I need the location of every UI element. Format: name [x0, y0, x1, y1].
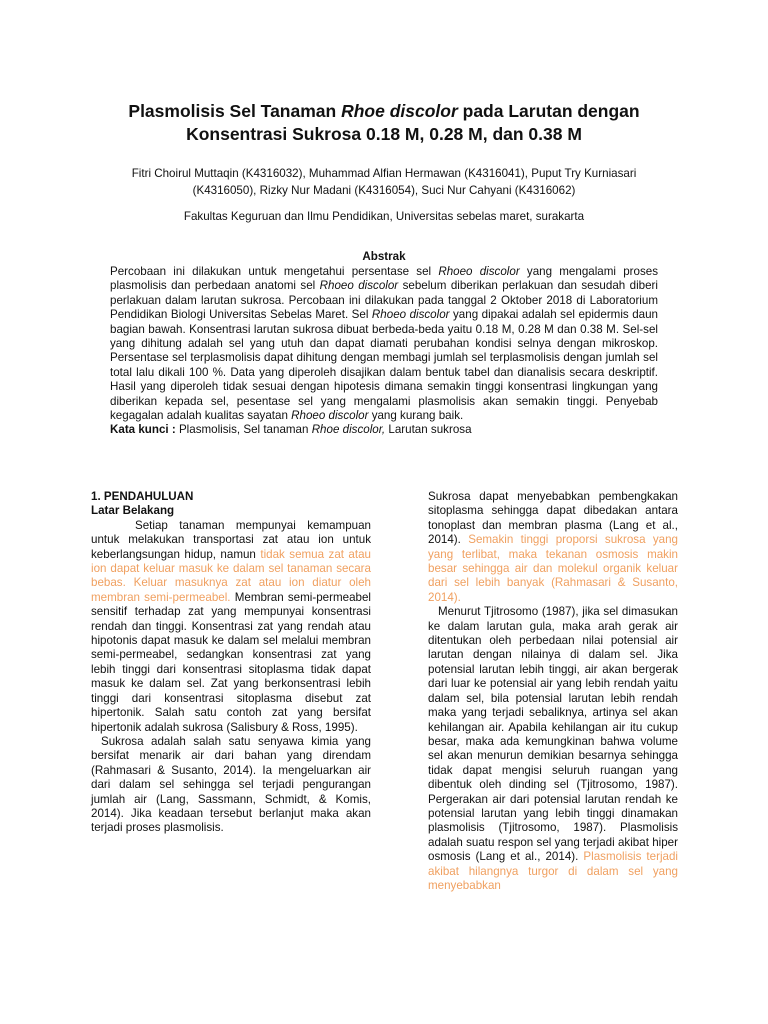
author-list: Fitri Choirul Muttaqin (K4316032), Muhammad Alfian Hermawan (K4316041), Puput Try Kurniasari (K4316050), Rizky Nur Madani (K4316054), Suci Nur Cahyani (K4316062) — [131, 167, 637, 197]
keywords-species: Rhoe discolor, — [311, 423, 386, 437]
species-name: Rhoeo discolor — [291, 409, 369, 423]
section-heading: 1. PENDAHULUAN — [91, 490, 194, 503]
paragraph-text: Sukrosa dapat menyebabkan pembengkakan sitoplasma sehingga dapat dibedakan antara tonoplast dan membran plasma (Lang et al., 2014). — [428, 490, 678, 547]
keywords-text: Plasmolisis, Sel tanaman — [178, 423, 312, 437]
abstract-text-part: Percobaan ini dilakukan untuk mengetahui persentase sel — [110, 265, 439, 278]
title-line2: Konsentrasi Sukrosa 0.18 M, 0.28 M, dan 0.38 M — [186, 124, 582, 144]
keywords-text: Larutan sukrosa — [385, 423, 472, 437]
abstract-text-part: yang dipakai adalah sel epidermis daun bagian bawah. Konsentrasi larutan sukrosa dibuat berbeda-beda yaitu 0.18 M, 0.28 M dan 0.38 M. Sel-sel yang dihitung adalah sel yang utuh dan dapat diamati perubahan kondisi selnya dengan mikroskop. Persentase sel terplasmolisis dapat dihitung dengan membagi jumlah sel terplasmolisis dengan jumlah sel total lalu dikali 100 %. Data yang diperoleh disajikan dalam bentuk tabel dan dianalisis secara deskriptif. Hasil yang diperoleh tidak sesuai dengan hipotesis dimana semakin tinggi konsentrasi lingkungan yang diberikan kepada sel, pesentase sel yang mengalami plasmolisis akan semakin tinggi. Penyebab kegagalan adalah kualitas sayatan — [110, 308, 658, 423]
paragraph-text: Menurut Tjitrosomo (1987), jika sel dimasukan ke dalam larutan gula, maka arah gerak air ditentukan oleh perbedaan nilai potensial air larutan dengan nilainya di dalam sel. Jika potensial larutan lebih tinggi, air akan bergerak dari luar ke potensial air yang lebih rendah yaitu dalam sel, bila potensial larutan lebih rendah maka yang terjadi sebaliknya, artinya sel akan kehilangan air. Apabila kehilangan air itu cukup besar, maka ada kemungkinan bahwa volume sel akan menurun demikian besarnya sehingga tidak dapat mengisi seluruh ruangan yang dibentuk oleh dinding sel (Tjitrosomo, 1987). Pergerakan air dari potensial larutan rendah ke potensial larutan yang lebih tinggi dinamakan plasmolisis (Tjitrosomo, 1987). Plasmolisis adalah suatu respon sel yang terjadi akibat hiper osmosis (Lang et al., 2014). — [428, 605, 678, 864]
species-name: Rhoeo discolor — [438, 265, 520, 278]
title-line1-post: pada Larutan dengan — [457, 101, 640, 121]
paragraph — [428, 605, 678, 893]
species-name: Rhoeo discolor — [319, 279, 399, 293]
highlighted-text: Semakin tinggi proporsi sukrosa yang yang terlibat, maka tekanan osmosis makin besar sehingga air dan molekul organik keluar dari sel lebih banyak (Rahmasari & Susanto, 2014). — [428, 533, 678, 604]
subsection-heading: Latar Belakang — [91, 504, 175, 518]
abstract-text-part: yang mengalami proses plasmolisis dan perbedaan anatomi sel — [110, 265, 658, 293]
keywords-label: Kata kunci : — [110, 423, 179, 437]
paper-title — [60, 100, 708, 146]
abstract-heading: Abstrak — [362, 250, 406, 263]
abstract-text-part: sebelum diberikan perlakuan dan sesudah diberi perlakuan dalam larutan sukrosa. Percobaan ini dilakukan pada tanggal 2 Oktober 2018 di Laboratorium Pendidikan Biologi Universitas Sebelas Maret. Sel — [110, 279, 658, 322]
paragraph — [91, 519, 371, 735]
highlighted-text: Plasmolisis terjadi akibat hilangnya turgor di dalam sel yang menyebabkan — [428, 850, 678, 892]
abstract-body — [110, 265, 658, 438]
paragraph — [428, 490, 678, 605]
abstract-text-part: yang kurang baik. — [368, 409, 464, 423]
species-name: Rhoeo discolor — [371, 308, 450, 322]
right-column — [428, 490, 678, 893]
title-species: Rhoe discolor — [341, 101, 458, 121]
paragraph-text: Setiap tanaman mempunyai kemampuan untuk melakukan transportasi zat atau ion untuk keberlangsungan hidup, namun — [91, 518, 371, 561]
title-line1-pre: Plasmolisis Sel Tanaman — [128, 101, 342, 121]
highlighted-text: tidak semua zat atau ion dapat keluar masuk ke dalam sel tanaman secara bebas. Keluar masuknya zat atau ion diatur oleh membran semi-permeabel. — [91, 547, 371, 604]
affiliation: Fakultas Keguruan dan Ilmu Pendidikan, Universitas sebelas maret, surakarta — [183, 210, 585, 223]
keywords — [110, 423, 658, 437]
paragraph: Sukrosa adalah salah satu senyawa kimia yang bersifat menarik air dari bahan yang direndam (Rahmasari & Susanto, 2014). Ia mengeluarkan air dari dalam sel sehingga sel terjadi pengurangan jumlah air (Lang, Sassmann, Schmidt, & Komis, 2014). Jika keadaan tersebut berlanjut maka akan terjadi proses plasmolisis. — [91, 734, 371, 835]
left-column — [91, 490, 371, 836]
paragraph-text: Membran semi-permeabel sensitif terhadap zat yang mempunyai konsentrasi rendah dan tinggi. Konsentrasi zat yang rendah atau hipotonis dapat masuk ke dalam sel melalui membran semi-permeabel, sedangkan konsentrasi zat yang lebih tinggi dari konsentrasi sitoplasma tidak dapat masuk ke dalam sel. Zat yang berkonsentrasi lebih tinggi dari konsentrasi sitoplasma disebut zat hipertonik. Salah satu contoh zat yang bersifat hipertonik adalah sukrosa (Salisbury & Ross, 1995). — [91, 590, 372, 734]
abstract-text — [110, 265, 658, 423]
